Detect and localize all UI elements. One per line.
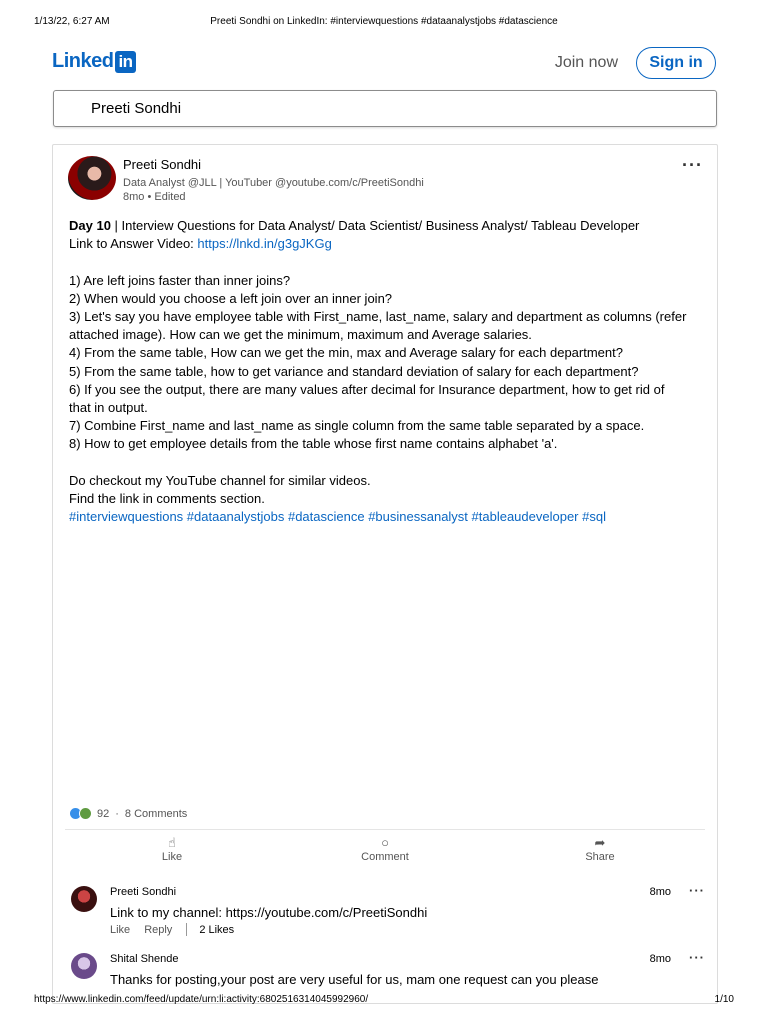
print-url: https://www.linkedin.com/feed/update/urn:li:activity:6802516314045992960/ <box>34 994 369 1005</box>
question-1: 1) Are left joins faster than inner joins? <box>69 272 291 288</box>
divider <box>65 829 705 830</box>
print-title: Preeti Sondhi on LinkedIn: #interviewquestions #dataanalystjobs #datascience <box>210 16 558 27</box>
share-button[interactable] <box>560 835 640 863</box>
commenter-name[interactable]: Preeti Sondhi <box>110 886 177 898</box>
question-7: 7) Combine First_name and last_name as single column from the same table separated by a space. <box>69 418 645 434</box>
blank-line <box>69 454 707 472</box>
like-label: Like <box>161 851 183 863</box>
author-avatar[interactable] <box>68 156 116 200</box>
question-6-cont: that in output. <box>69 400 148 416</box>
answer-link[interactable]: https://lnkd.in/g3gJKGg <box>197 236 332 252</box>
logo-in-box: in <box>115 51 135 73</box>
ellipsis-icon[interactable]: ··· <box>682 155 703 175</box>
answer-line <box>69 235 707 253</box>
linkedin-logo[interactable] <box>52 50 136 73</box>
comment-time: 8mo <box>649 953 671 965</box>
question-6: 6) If you see the output, there are many values after decimal for Insurance department, how to get rid of <box>69 381 665 397</box>
share-arrow-icon: ➦ <box>594 835 606 850</box>
question-3-cont: attached image). How can we get the minimum, maximum and Average salaries. <box>69 327 532 343</box>
question-2: 2) When would you choose a left join over an inner join? <box>69 290 393 306</box>
commenter-avatar[interactable] <box>71 886 97 912</box>
like-button[interactable] <box>132 835 212 863</box>
thumbs-up-icon: ☝ <box>168 835 176 850</box>
comment-text: Thanks for posting,your post are very useful for us, mam one request can you please <box>110 972 599 987</box>
post-title-day: Day 10 <box>69 218 111 233</box>
ellipsis-icon[interactable]: ··· <box>689 950 705 965</box>
question-3: 3) Let's say you have employee table with First_name, last_name, salary and department as columns (refer <box>69 309 687 324</box>
page-number: 1/10 <box>714 994 734 1005</box>
post-card <box>52 144 718 1004</box>
ellipsis-icon[interactable]: ··· <box>689 883 705 898</box>
sign-in-button[interactable]: Sign in <box>636 47 716 79</box>
comment-label: Comment <box>361 851 409 863</box>
comment-likes-count[interactable]: 2 Likes <box>199 923 235 936</box>
outro-line-2: Find the link in comments section. <box>69 491 265 507</box>
question-8: 8) How to get employee details from the table whose first name contains alphabet 'a'. <box>69 436 558 452</box>
comments-count[interactable]: 8 Comments <box>124 807 188 820</box>
commenter-avatar[interactable] <box>71 953 97 979</box>
post-time: 8mo • Edited <box>123 191 186 203</box>
hashtags[interactable]: #interviewquestions #dataanalystjobs #datascience #businessanalyst #tableaudeveloper #sql <box>69 509 606 525</box>
print-header <box>34 16 734 30</box>
top-navbar <box>52 44 716 82</box>
print-date: 1/13/22, 6:27 AM <box>34 16 110 27</box>
question-4: 4) From the same table, How can we get the min, max and Average salary for each department? <box>69 345 623 361</box>
author-name[interactable]: Preeti Sondhi <box>123 157 202 172</box>
social-counts[interactable] <box>69 807 187 820</box>
blank-line <box>69 253 707 271</box>
comment-actions <box>110 923 248 936</box>
comment-text: Link to my channel: https://youtube.com/c/PreetiSondhi <box>110 905 428 920</box>
divider <box>186 923 187 936</box>
post-title-line <box>69 217 707 235</box>
search-input[interactable]: Preeti Sondhi <box>53 90 717 127</box>
comment-time: 8mo <box>649 886 671 898</box>
reaction-count: 92 <box>97 807 110 820</box>
outro-line-1: Do checkout my YouTube channel for similar videos. <box>69 472 371 488</box>
separator-dot: · <box>115 807 119 820</box>
celebrate-reaction-icon <box>79 807 92 820</box>
answer-label: Link to Answer Video: <box>69 236 198 252</box>
comment-icon: ○ <box>381 835 389 850</box>
author-headline: Data Analyst @JLL | YouTuber @youtube.com/c/PreetiSondhi <box>123 177 424 189</box>
join-now-button[interactable]: Join now <box>547 50 626 76</box>
comment-button[interactable] <box>345 835 425 863</box>
post-text <box>69 217 707 526</box>
logo-text: Linked <box>52 50 114 72</box>
print-footer <box>34 994 734 1008</box>
question-5: 5) From the same table, how to get variance and standard deviation of salary for each department? <box>69 363 639 379</box>
comment-like-button[interactable]: Like <box>110 923 131 936</box>
commenter-name[interactable]: Shital Shende <box>110 953 179 965</box>
share-label: Share <box>585 851 615 863</box>
post-title-rest: | Interview Questions for Data Analyst/ Data Scientist/ Business Analyst/ Tableau Developer <box>110 218 640 233</box>
comment-reply-button[interactable]: Reply <box>144 923 173 936</box>
